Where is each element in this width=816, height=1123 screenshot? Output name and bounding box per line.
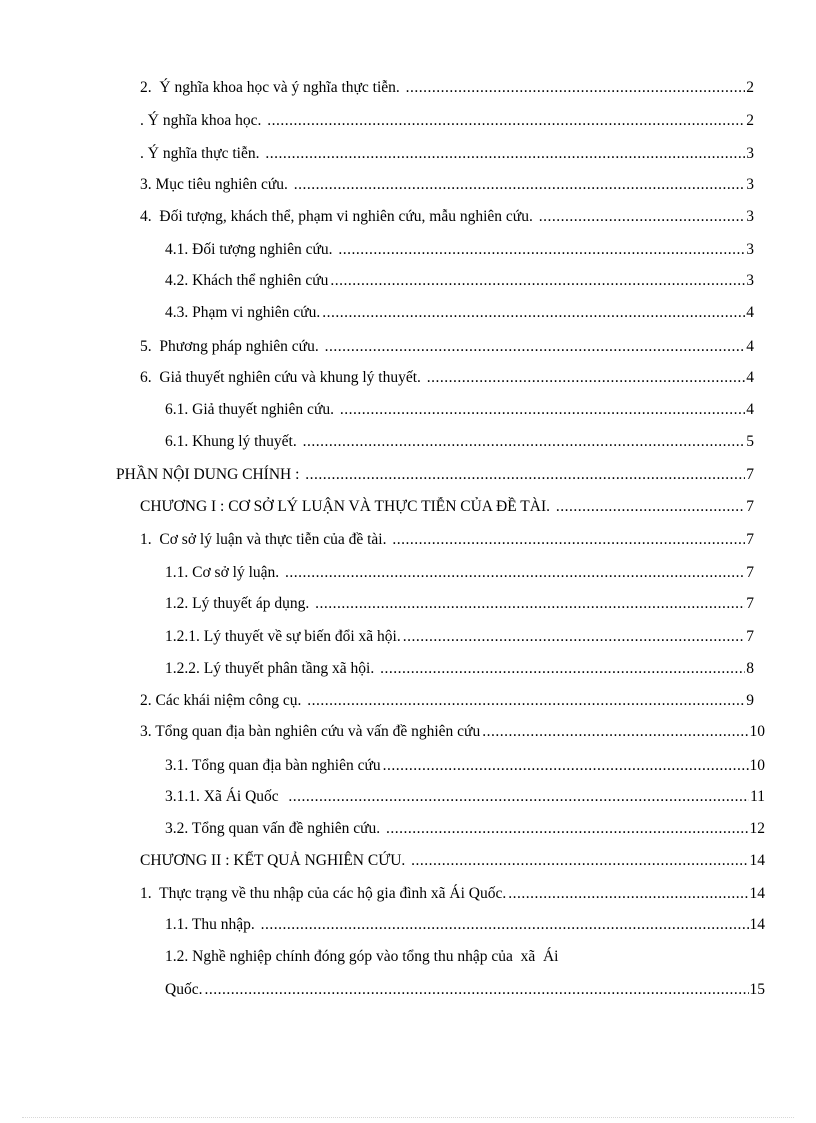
toc-entry-title: 5. Phương pháp nghiên cứu. — [140, 338, 323, 355]
toc-dot-leader — [403, 627, 746, 647]
toc-entry-title: CHƯƠNG II : KẾT QUẢ NGHIÊN CỨU. — [140, 852, 410, 869]
toc-entry-title: 2. Ý nghĩa khoa học và ý nghĩa thực tiễn. — [140, 79, 404, 96]
toc-entry-title: 3.2. Tổng quan vấn đề nghiên cứu. — [165, 820, 385, 837]
toc-dot-leader — [340, 400, 745, 420]
toc-dot-leader — [539, 207, 746, 227]
toc-dot-leader — [508, 884, 748, 904]
toc-page-number: 7 — [746, 531, 754, 548]
toc-page-number: 7 — [746, 564, 754, 581]
toc-entry[interactable] — [140, 175, 754, 195]
toc-entry[interactable] — [165, 271, 754, 291]
toc-entry[interactable] — [140, 368, 754, 388]
toc-page-number: 3 — [746, 208, 754, 225]
toc-dot-leader — [386, 819, 748, 839]
toc-dot-leader — [338, 240, 745, 260]
toc-entry[interactable] — [165, 400, 754, 420]
toc-entry-title: 6.1. Giả thuyết nghiên cứu. — [165, 401, 338, 418]
toc-dot-leader — [380, 659, 745, 679]
toc-entry-title: 1.2.2. Lý thuyết phân tầng xã hội. — [165, 660, 379, 677]
toc-page-number: 11 — [750, 788, 765, 805]
toc-page-number: 7 — [746, 595, 754, 612]
toc-page-number: 8 — [746, 660, 754, 677]
toc-entry[interactable] — [165, 787, 765, 807]
toc-entry[interactable] — [140, 111, 754, 131]
toc-dot-leader — [330, 271, 745, 291]
toc-dot-leader — [307, 691, 745, 711]
toc-entry-title: 3. Mục tiêu nghiên cứu. — [140, 176, 292, 193]
toc-dot-leader — [406, 78, 746, 98]
toc-entry[interactable] — [165, 819, 765, 839]
toc-entry-title: PHẦN NỘI DUNG CHÍNH : — [116, 466, 304, 483]
toc-dot-leader — [303, 432, 746, 452]
toc-dot-leader — [261, 915, 749, 935]
toc-page-number: 7 — [746, 628, 754, 645]
toc-entry-title: 6.1. Khung lý thuyết. — [165, 433, 301, 450]
toc-dot-leader — [204, 980, 748, 1000]
toc-entry-title: . Ý nghĩa khoa học. — [140, 112, 266, 129]
toc-entry[interactable] — [165, 240, 754, 260]
toc-entry-title: . Ý nghĩa thực tiễn. — [140, 145, 264, 162]
toc-page-number: 7 — [746, 466, 754, 483]
toc-page-number: 3 — [746, 241, 754, 258]
toc-entry-title: 6. Giả thuyết nghiên cứu và khung lý thuyết. — [140, 369, 425, 386]
toc-entry[interactable] — [140, 78, 754, 98]
toc-entry-title: 4.2. Khách thể nghiên cứu — [165, 272, 329, 289]
toc-entry[interactable] — [140, 722, 765, 742]
toc-dot-leader — [315, 594, 745, 614]
toc-page-number: 2 — [746, 112, 754, 129]
toc-dot-leader — [288, 787, 749, 807]
toc-entry[interactable] — [140, 207, 754, 227]
toc-entry[interactable] — [165, 432, 754, 452]
toc-page-number: 3 — [746, 176, 754, 193]
toc-entry[interactable] — [165, 915, 765, 935]
toc-entry[interactable] — [165, 627, 754, 647]
toc-entry-title: 4. Đối tượng, khách thể, phạm vi nghiên cứu, mẫu nghiên cứu. — [140, 208, 537, 225]
toc-page-number: 4 — [746, 304, 754, 321]
toc-entry[interactable] — [140, 497, 754, 517]
toc-entry[interactable] — [165, 303, 754, 323]
toc-dot-leader — [392, 530, 745, 550]
toc-entry[interactable] — [116, 465, 754, 485]
toc-page-number: 14 — [749, 852, 765, 869]
toc-entry-title: 3.1.1. Xã Ái Quốc — [165, 788, 287, 805]
toc-entry-title: CHƯƠNG I : CƠ SỞ LÝ LUẬN VÀ THỰC TIỄN CỦA ĐỀ TÀI. — [140, 498, 554, 515]
toc-page-number: 9 — [746, 692, 754, 709]
toc-dot-leader — [285, 563, 745, 583]
toc-page-number: 3 — [746, 145, 754, 162]
toc-page-number: 4 — [746, 338, 754, 355]
toc-dot-leader — [325, 337, 746, 357]
toc-entry-wrapped-continuation[interactable] — [165, 980, 765, 1000]
toc-entry-title: 1. Thực trạng về thu nhập của các hộ gia đình xã Ái Quốc. — [140, 885, 507, 902]
toc-dot-leader — [305, 465, 745, 485]
toc-page-number: 10 — [749, 757, 765, 774]
toc-entry[interactable] — [165, 756, 765, 776]
toc-page-number: 7 — [746, 498, 754, 515]
toc-dot-leader — [427, 368, 745, 388]
toc-page-number: 10 — [749, 723, 765, 740]
toc-entry-wrapped-first-line[interactable]: 1.2. Nghề nghiệp chính đóng góp vào tổng thu nhập của xã Ái — [165, 948, 559, 965]
toc-entry-title: 3.1. Tổng quan địa bàn nghiên cứu — [165, 757, 381, 774]
toc-entry[interactable] — [140, 530, 754, 550]
toc-entry-title: 1.1. Thu nhập. — [165, 916, 259, 933]
toc-dot-leader — [294, 175, 746, 195]
toc-entry-title: 1. Cơ sở lý luận và thực tiễn của đề tài. — [140, 531, 391, 548]
toc-page-number: 14 — [749, 916, 765, 933]
toc-entry[interactable] — [140, 144, 754, 164]
toc-page-number: 2 — [746, 79, 754, 96]
page-bottom-divider — [22, 1117, 794, 1118]
toc-dot-leader — [267, 111, 745, 131]
toc-dot-leader — [411, 851, 748, 871]
toc-entry-title: 4.1. Đối tượng nghiên cứu. — [165, 241, 337, 258]
toc-entry-title: 2. Các khái niệm công cụ. — [140, 692, 306, 709]
toc-page-number: 5 — [746, 433, 754, 450]
toc-dot-leader — [322, 303, 745, 323]
toc-entry-title: 4.3. Phạm vi nghiên cứu. — [165, 304, 321, 321]
toc-dot-leader — [383, 756, 749, 776]
toc-page-number: 4 — [746, 369, 754, 386]
toc-entry[interactable] — [140, 691, 754, 711]
toc-entry-title: 3. Tổng quan địa bàn nghiên cứu và vấn đề nghiên cứu — [140, 723, 481, 740]
toc-page-number: 4 — [746, 401, 754, 418]
toc-page-number: 12 — [749, 820, 765, 837]
toc-entry[interactable] — [140, 851, 765, 871]
toc-dot-leader — [556, 497, 745, 517]
toc-entry[interactable] — [140, 337, 754, 357]
toc-entry-title: 1.2.1. Lý thuyết về sự biến đổi xã hội. — [165, 628, 401, 645]
toc-page-number: 15 — [749, 981, 765, 998]
toc-page-number: 14 — [749, 885, 765, 902]
toc-entry[interactable] — [165, 594, 754, 614]
toc-entry[interactable] — [165, 563, 754, 583]
toc-entry[interactable] — [165, 659, 754, 679]
toc-page-number: 3 — [746, 272, 754, 289]
toc-entry[interactable] — [140, 884, 765, 904]
toc-dot-leader — [482, 722, 748, 742]
toc-entry-title: 1.1. Cơ sở lý luận. — [165, 564, 284, 581]
toc-entry-title: 1.2. Lý thuyết áp dụng. — [165, 595, 314, 612]
toc-entry-title: Quốc. — [165, 981, 203, 998]
toc-dot-leader — [265, 144, 745, 164]
